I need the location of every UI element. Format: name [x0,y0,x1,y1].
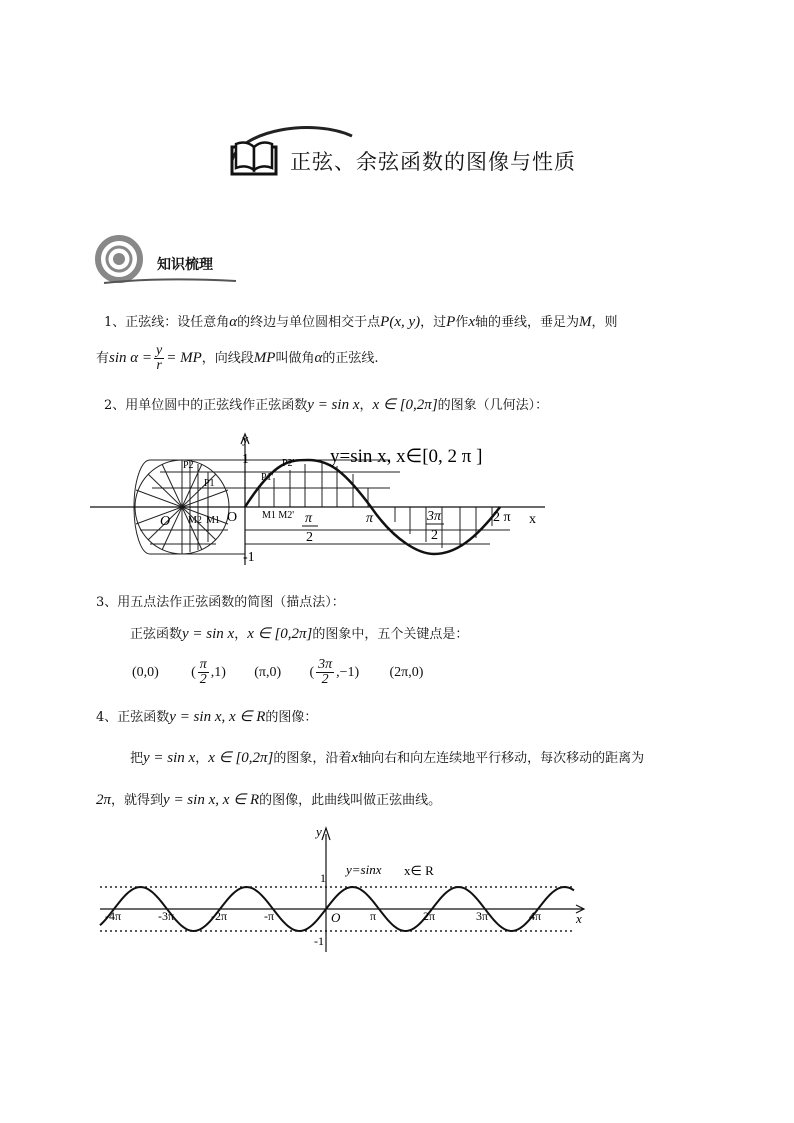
fig1-three-half-den: 2 [431,528,438,543]
paragraph-4-heading: 4、正弦函数y = sin x, x ∈ R的图像： [96,709,318,725]
fig2-tick-label: -4π [105,909,122,923]
fig2-caption-domain: x∈ R [404,863,434,878]
page-title: 正弦、余弦函数的图像与性质 [290,150,576,174]
unit-circle-sine-figure [90,430,560,570]
key-point-3: (π,0) [254,665,282,680]
fig1-origin-label: O [227,510,238,525]
fig2-one-label: 1 [320,871,326,885]
paragraph-4-line-2: 2π，就得到y = sin x, x ∈ R的图像，此曲线叫做正弦曲线。 [96,792,442,808]
fig1-one-label: 1 [242,452,249,467]
paragraph-1-line-1: 1、正弦线：设任意角α的终边与单位圆相交于点P(x, y)，过P作x轴的垂线，垂足为M，则 [104,314,618,330]
fig1-x-axis-label: x [529,512,536,527]
section-heading: 知识梳理 [157,257,213,273]
fig2-origin-label: O [331,910,341,925]
fig1-m1-label: M1 [206,515,220,526]
paragraph-4-line-1: 把y = sin x，x ∈ [0,2π]的图象，沿着x轴向右和向左连续地平行移动，每次移动的距离为 [130,750,645,766]
fig2-tick-label: 3π [476,909,489,923]
fig1-neg-one-label: -1 [243,550,255,565]
fig1-m2-label: M2 [188,515,202,526]
fig1-caption: y=sin x, x∈[0, 2 π ] [330,446,483,467]
fig1-circle-center-label: O [160,514,171,529]
paragraph-1-line-2: 有sin α = $\frac{y}{r}$ = MP，向线段MP叫做角α的正弦线. [96,343,379,373]
fig1-two-pi-label: 2 π [493,510,511,525]
fig2-tick-label: -3π [158,909,175,923]
fraction-y-over-r: $\frac{y}{r}$ [156,343,163,373]
fig1-p1-label: P1 [204,478,215,489]
fig2-tick-label: -π [264,909,275,923]
fig1-m1-m2-prime-label: M1 M2' [262,510,295,521]
section-underline [100,275,240,287]
fig1-half-pi-den: 2 [306,530,313,545]
fig2-neg-one-label: -1 [314,934,324,948]
key-point-5: (2π,0) [389,665,424,680]
fig2-x-axis-label: x [576,911,582,926]
five-key-points: (0,0) ( $\frac{\pi}{2}$ ,1) (π,0) ( $\frac{3\pi}{2}$ ,−1) (2π,0) [132,657,424,687]
key-point-2-fraction: $\frac{\pi}{2}$ [199,657,207,687]
paragraph-3-heading: 3、用五点法作正弦函数的简图（描点法）： [96,595,345,610]
fig2-y-axis-label: y [316,824,322,839]
key-point-4-fraction: $\frac{3\pi}{2}$ [318,657,333,687]
fig2-tick-label: -2π [211,909,228,923]
paragraph-3-line: 正弦函数y = sin x，x ∈ [0,2π]的图象中，五个关键点是： [130,626,469,642]
sine-curve-figure [94,822,594,962]
fig2-caption-func: y=sinx [346,862,382,877]
fig2-tick-label: π [370,909,377,923]
fig1-p2-label: P2 [183,460,194,471]
fig1-p2-prime-label: P2' [282,458,295,469]
fig1-p1-prime-label: P1' [261,472,274,483]
paragraph-2: 2、用单位圆中的正弦线作正弦函数y = sin x，x ∈ [0,2π]的图象（几何法）： [104,397,549,413]
fig1-half-pi-num: π [305,511,313,526]
fig2-tick-label: 2π [423,909,436,923]
fig1-three-half-num: 3π [427,509,442,524]
fig2-tick-label: 4π [529,909,542,923]
fig1-y-axis-label: y [242,431,249,446]
fig1-pi-label: π [366,511,374,526]
key-point-1: (0,0) [132,665,159,680]
